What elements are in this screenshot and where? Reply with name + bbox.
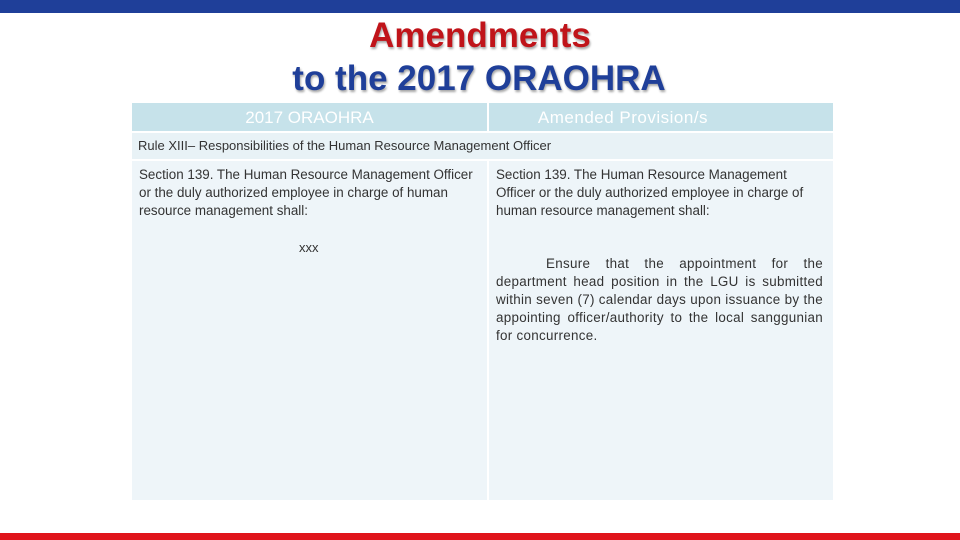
header-amended xyxy=(489,103,833,131)
original-provision-cell xyxy=(132,161,487,500)
rule-row: Rule XIII– Responsibilities of the Human Resource Management Officer xyxy=(132,133,833,159)
amended-provision-cell xyxy=(489,161,833,500)
amended-section-text: Section 139. The Human Resource Management Officer or the duly authorized employee in charge of human resource management shall: xyxy=(496,167,804,218)
amended-provision-text xyxy=(496,255,823,345)
bottom-accent-bar xyxy=(0,533,960,540)
header-original xyxy=(132,103,487,131)
comparison-table xyxy=(132,103,833,500)
slide-title-line2: to the 2017 ORAOHRA xyxy=(292,59,666,98)
top-accent-bar xyxy=(0,0,960,13)
slide-title-line1: Amendments xyxy=(369,16,591,55)
header-amended-label: Amended Provision/s xyxy=(537,108,709,127)
header-original-label: 2017 ORAOHRA xyxy=(245,108,374,127)
omitted-marker: xxx xyxy=(299,240,319,255)
amended-provision-body: Ensure that the appointment for the department head position in the LGU is submitted within seven (7) calendar days upon issuance by the appointing officer/authority to the local sanggunian for concurrence. xyxy=(496,256,823,343)
original-section-text: Section 139. The Human Resource Management Officer or the duly authorized employee in charge of human resource management shall: xyxy=(139,167,473,218)
